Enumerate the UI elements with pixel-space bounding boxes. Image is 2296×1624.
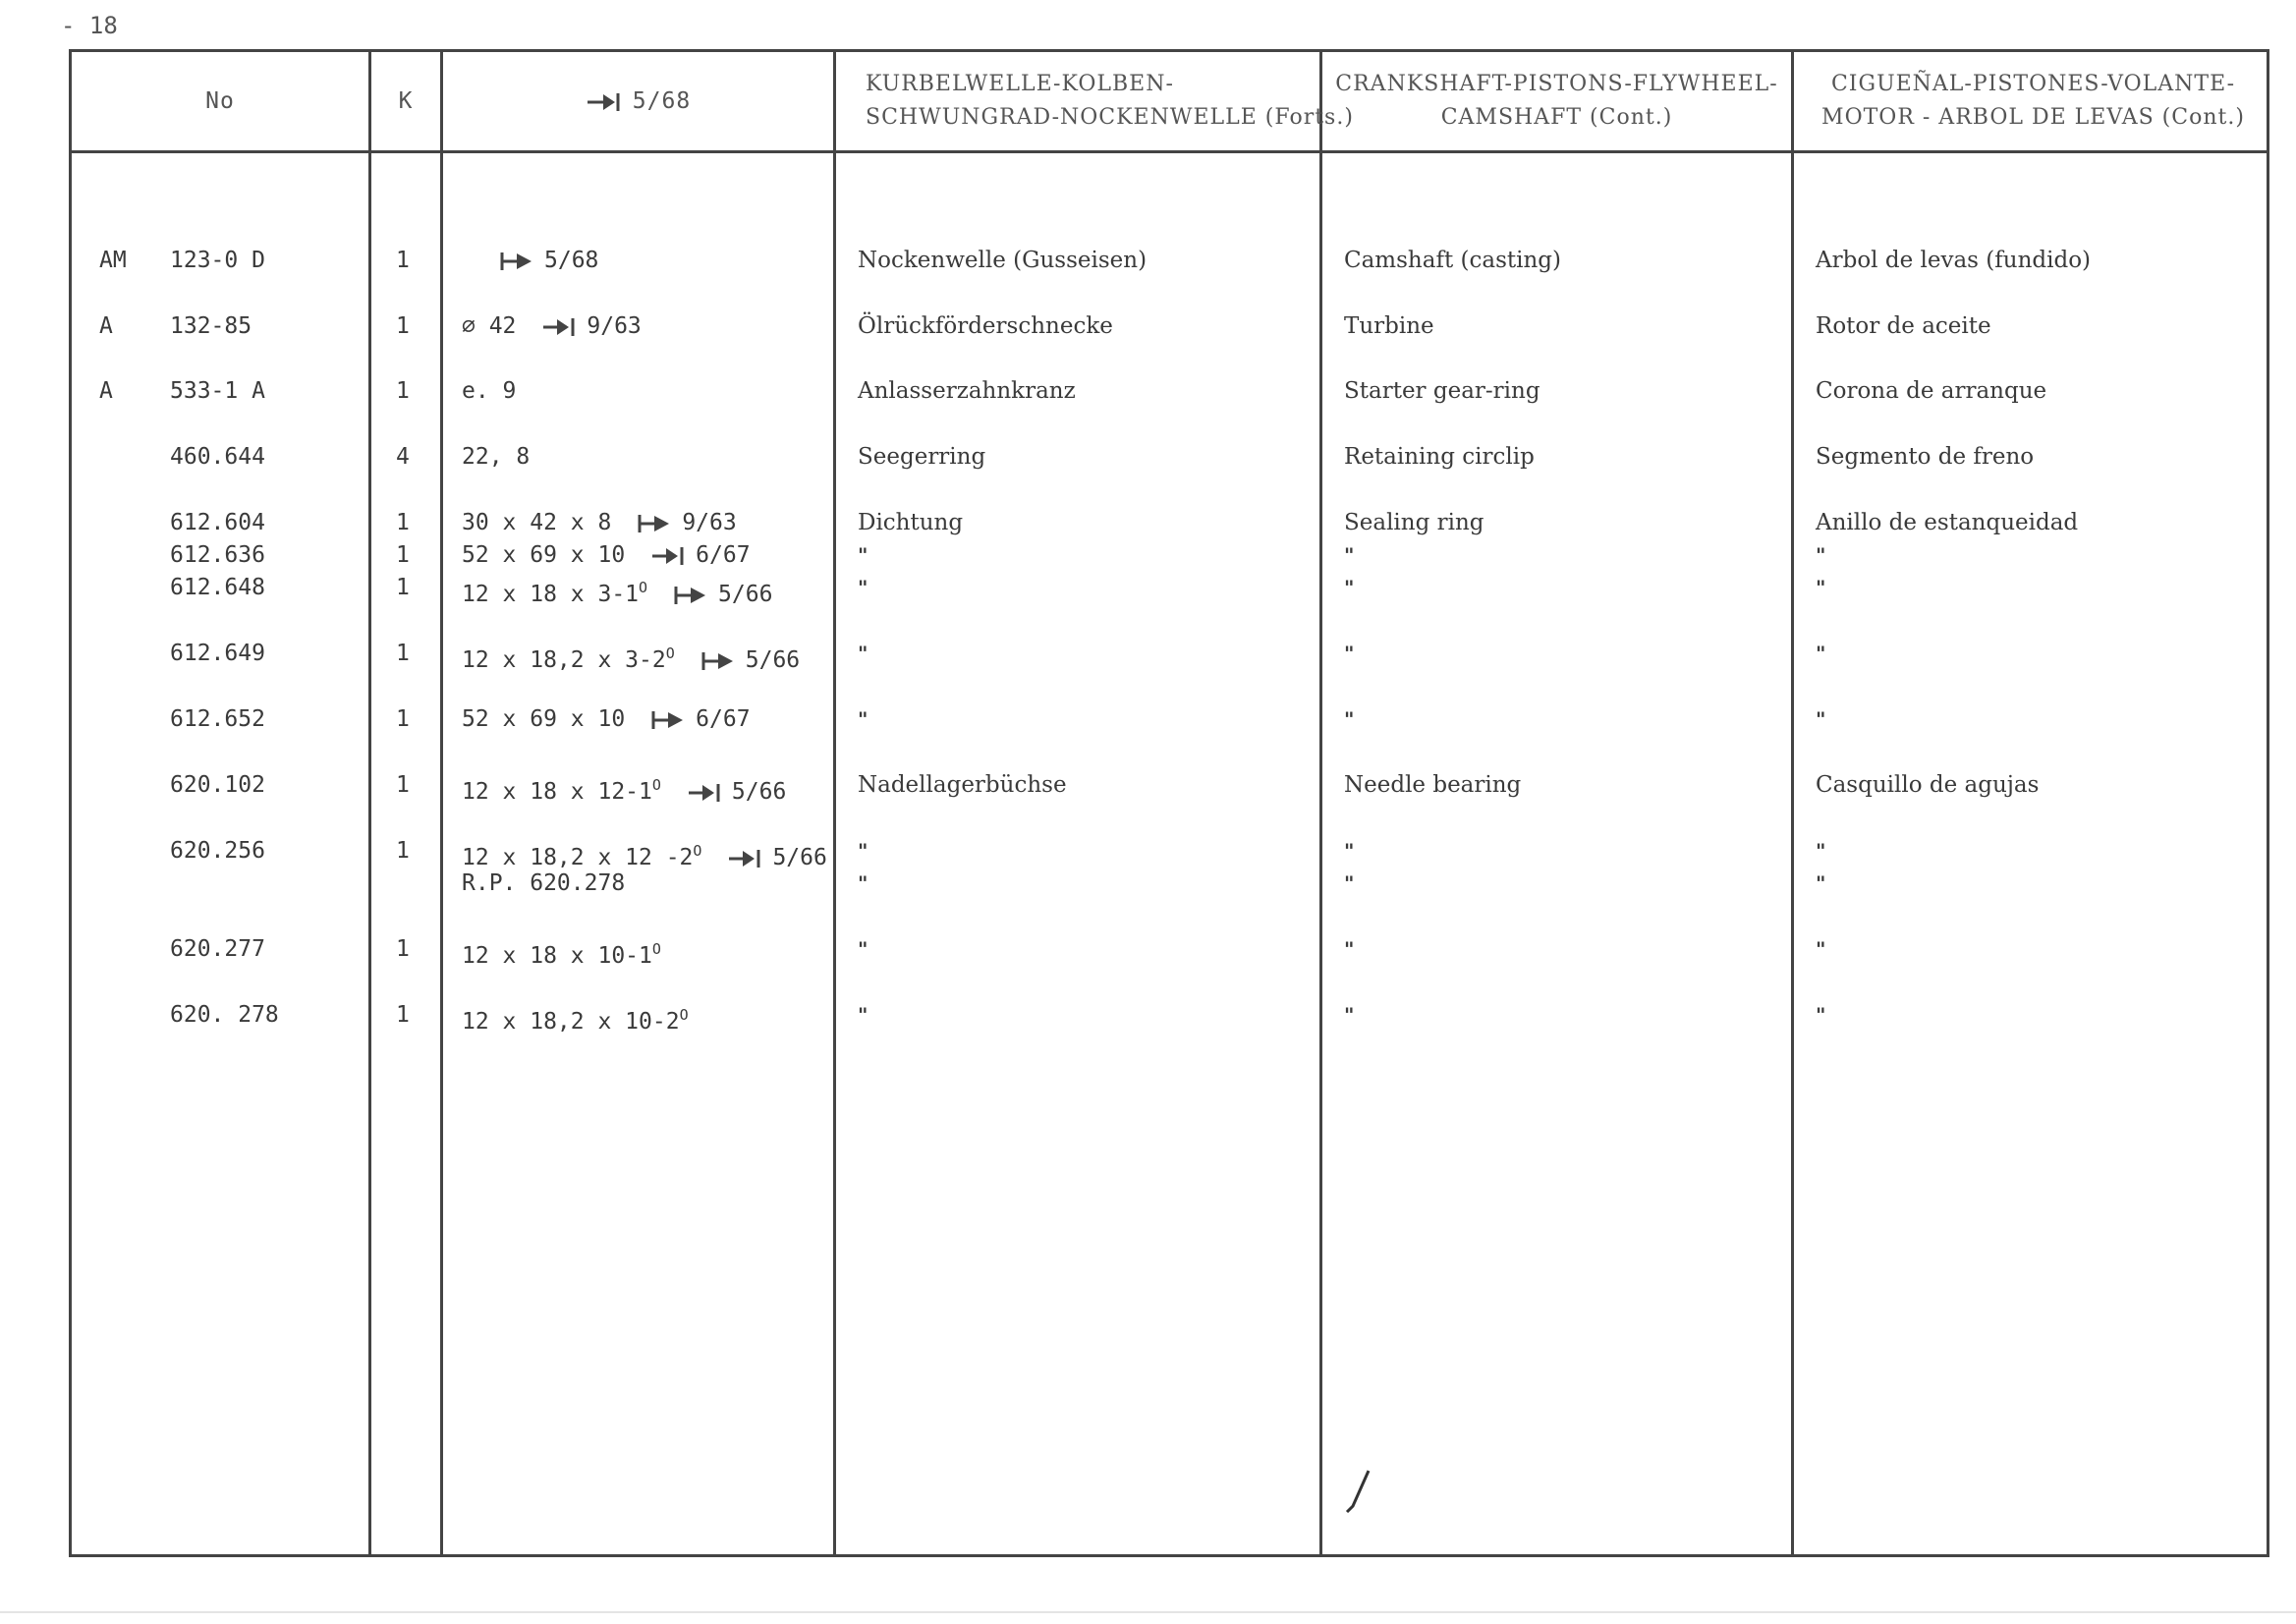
german-description: " [858,707,868,731]
quantity: 1 [396,936,410,962]
column-divider [1791,52,1794,1554]
german-description: " [858,543,868,567]
header-german: KURBELWELLE-KOLBEN- SCHWUNGRAD-NOCKENWELLE (Forts.) [866,72,1354,130]
german-description: Nockenwelle (Gusseisen) [858,248,1148,273]
spec-text: e. 9 [462,378,517,404]
english-description: " [1344,707,1355,731]
arrow-in-icon [650,709,686,731]
english-description: Camshaft (casting) [1344,248,1561,273]
german-description: " [858,839,868,863]
spanish-description: " [1816,642,1826,665]
spec-text: 12 x 18,2 x 12 -2 [462,845,694,870]
spec-cell [462,244,598,277]
header-ref-label: 5/68 [632,88,692,114]
quantity: 1 [396,248,410,273]
spec-cell [462,998,689,1038]
quantity: 1 [396,706,410,732]
arrow-in-icon [700,650,736,672]
part-prefix: AM [99,248,127,273]
part-number: 132-85 [170,313,252,339]
column-divider [833,52,836,1554]
spec-cell [462,506,737,539]
header-k: K [398,88,414,114]
spanish-description: " [1816,871,1826,895]
spanish-description: " [1816,937,1826,961]
quantity: 1 [396,510,410,535]
arrow-in-icon [673,585,708,606]
spec-text: 30 x 42 x 8 [462,510,612,535]
degree-mark: O [665,644,675,662]
german-description: Seegerring [858,444,986,470]
page-number: - 18 [61,12,118,39]
column-divider [1319,52,1322,1554]
english-description: " [1344,937,1355,961]
spanish-description: Arbol de levas (fundido) [1816,248,2092,273]
part-number: 620.256 [170,838,265,864]
quantity: 1 [396,542,410,568]
german-description: " [858,642,868,665]
german-description: " [858,576,868,599]
english-description: " [1344,1003,1355,1027]
spec-cell [462,571,772,611]
reference-code: 5/68 [544,248,599,273]
quantity: 1 [396,378,410,404]
column-divider [368,52,371,1554]
spec-cell [462,637,800,677]
arrow-out-icon [586,91,623,113]
reference-code: 6/67 [696,706,751,732]
arrow-out-icon [650,545,686,567]
spanish-description: " [1816,839,1826,863]
part-prefix: A [99,313,113,339]
header-no: No [205,88,235,114]
spec-text: 12 x 18,2 x 10-2 [462,1009,680,1035]
spec-text: 12 x 18 x 10-1 [462,943,652,969]
part-number: 620. 278 [170,1002,279,1028]
reference-code: 6/67 [696,542,751,568]
degree-mark: O [651,940,661,958]
german-description: " [858,871,868,895]
header-spanish: CIGUEÑAL-PISTONES-VOLANTE- MOTOR - ARBOL DE LEVAS (Cont.) [1821,72,2245,130]
reference-code: 5/66 [731,779,787,805]
english-description: " [1344,543,1355,567]
spec-text: 22, 8 [462,444,531,470]
parts-table [69,49,2269,1557]
english-description: Sealing ring [1344,510,1484,535]
part-number: 620.277 [170,936,265,962]
english-description: Starter gear-ring [1344,378,1540,404]
english-description: " [1344,871,1355,895]
page-bottom-rule [0,1611,2296,1613]
spanish-description: Segmento de freno [1816,444,2035,470]
arrow-out-icon [687,782,722,804]
spec-cell [462,538,751,572]
quantity: 4 [396,444,410,470]
degree-mark: O [639,579,648,596]
spanish-description: Rotor de aceite [1816,313,1991,339]
english-description: Needle bearing [1344,772,1522,798]
quantity: 1 [396,772,410,798]
spec-cell [462,932,661,973]
spanish-description: Corona de arranque [1816,378,2047,404]
spanish-description: " [1816,543,1826,567]
german-description: Dichtung [858,510,964,535]
reference-code: 5/66 [772,845,827,870]
spec-cell [462,440,530,474]
reference-code: 9/63 [682,510,737,535]
reference-code: 5/66 [718,582,773,607]
part-number: 612.649 [170,641,265,666]
spanish-description: Anillo de estanqueidad [1816,510,2079,535]
quantity: 1 [396,641,410,666]
header-rule [72,150,2267,153]
spec-text: 12 x 18 x 3-1 [462,582,640,607]
reference-code: 5/66 [745,647,801,673]
quantity: 1 [396,1002,410,1028]
header-ref [443,52,833,150]
part-number: 460.644 [170,444,265,470]
spec-cell [462,309,642,343]
german-description: Ölrückförderschnecke [858,313,1113,339]
german-description: " [858,1003,868,1027]
degree-mark: O [693,842,702,860]
spec-text: 52 x 69 x 10 [462,542,626,568]
column-divider [440,52,443,1554]
quantity: 1 [396,575,410,600]
german-description: Anlasserzahnkranz [858,378,1076,404]
english-description: " [1344,642,1355,665]
spec-cell [462,702,751,736]
reference-code: 9/63 [587,313,642,339]
degree-mark: O [679,1006,689,1024]
spec-text: R.P. 620.278 [462,870,626,896]
part-number: 123-0 D [170,248,265,273]
part-number: 612.604 [170,510,265,535]
german-description: " [858,937,868,961]
german-description: Nadellagerbüchse [858,772,1067,798]
part-number: 620.102 [170,772,265,798]
quantity: 1 [396,838,410,864]
spec-text: 12 x 18 x 12-1 [462,779,652,805]
spec-text: 52 x 69 x 10 [462,706,626,732]
part-number: 533-1 A [170,378,265,404]
part-prefix: A [99,378,113,404]
spec-text: ∅ 42 [462,313,517,339]
pen-mark-icon [1339,1467,1378,1516]
spanish-description: " [1816,1003,1826,1027]
degree-mark: O [651,776,661,794]
spanish-description: " [1816,707,1826,731]
spec-cell [462,768,786,809]
part-number: 612.652 [170,706,265,732]
arrow-out-icon [541,316,577,338]
header-english: CRANKSHAFT-PISTONS-FLYWHEEL- CAMSHAFT (Cont.) [1335,72,1778,130]
spanish-description: " [1816,576,1826,599]
english-description: Retaining circlip [1344,444,1535,470]
arrow-out-icon [727,848,762,869]
arrow-in-icon [637,513,672,534]
english-description: Turbine [1344,313,1434,339]
spec-cell [462,374,516,408]
spanish-description: Casquillo de agujas [1816,772,2040,798]
english-description: " [1344,576,1355,599]
arrow-in-icon [499,251,534,272]
spec-cell [462,867,625,900]
english-description: " [1344,839,1355,863]
part-number: 612.648 [170,575,265,600]
part-number: 612.636 [170,542,265,568]
spec-text: 12 x 18,2 x 3-2 [462,647,666,673]
quantity: 1 [396,313,410,339]
